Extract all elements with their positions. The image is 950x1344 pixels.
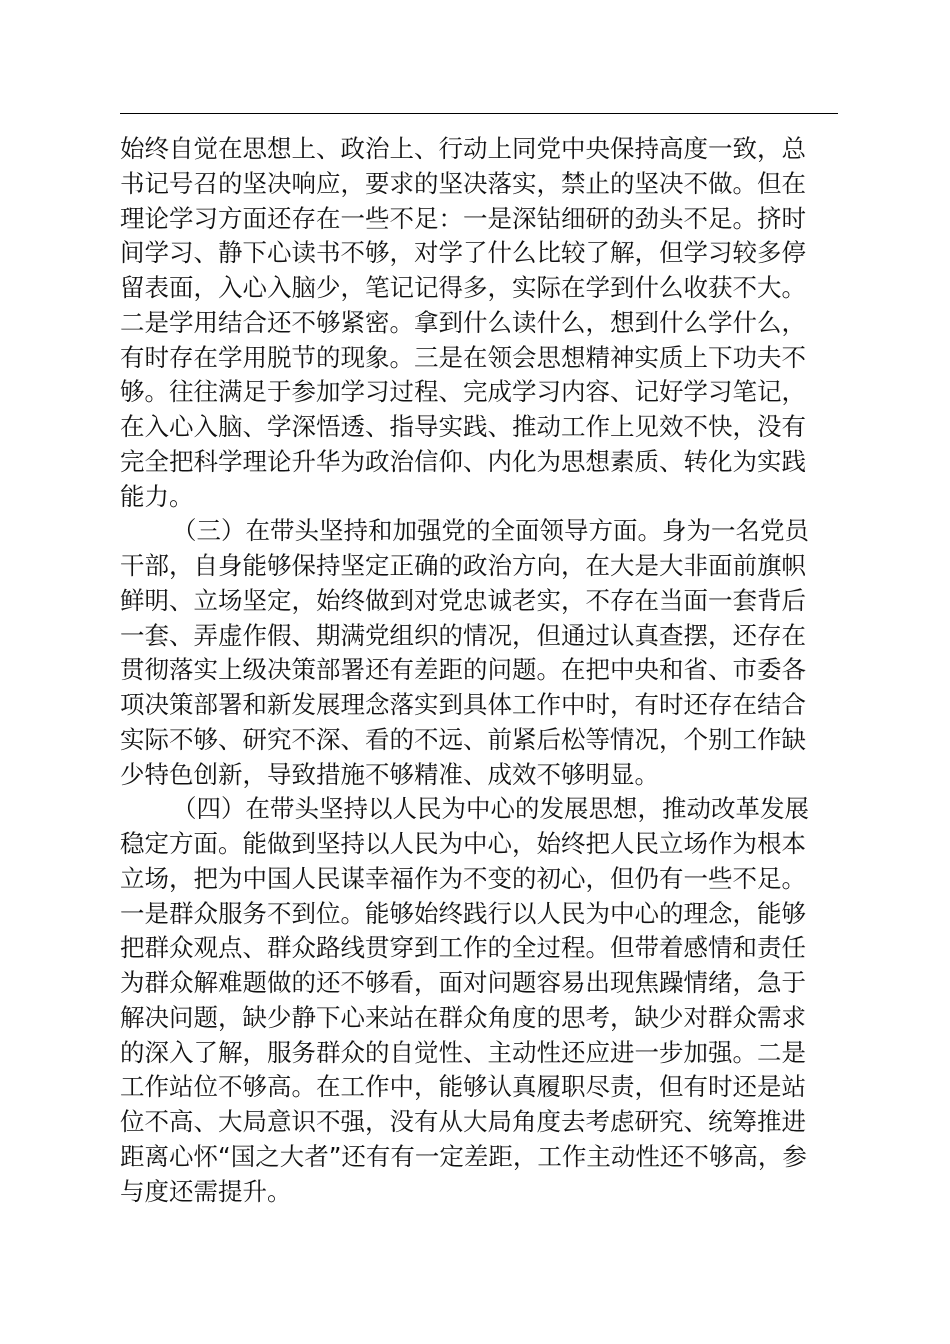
text-line: 二是学用结合还不够紧密。拿到什么读什么，想到什么学什么，	[120, 307, 806, 337]
text-line: 项决策部署和新发展理念落实到具体工作中时，有时还存在结合	[120, 690, 806, 719]
text-line: 在入心入脑、学深悟透、指导实践、推动工作上见效不快，没有	[120, 412, 806, 441]
text-line: 始终自觉在思想上、政治上、行动上同党中央保持高度一致，总	[120, 134, 806, 163]
section-heading-line: （四）在带头坚持以人民为中心的发展思想，推动改革发展	[172, 794, 809, 824]
header-rule	[120, 113, 838, 114]
text-line: 干部，自身能够保持坚定正确的政治方向，在大是大非面前旗帜	[120, 551, 806, 580]
text-line: 少特色创新，导致措施不够精准、成效不够明显。	[120, 759, 659, 789]
text-line: 一套、弄虚作假、期满党组织的情况，但通过认真查摆，还存在	[120, 620, 806, 650]
text-line: 书记号召的坚决响应，要求的坚决落实，禁止的坚决不做。但在	[120, 168, 806, 198]
text-line: 稳定方面。能做到坚持以人民为中心，始终把人民立场作为根本	[120, 829, 806, 858]
text-line: 留表面，入心入脑少，笔记记得多，实际在学到什么收获不大。	[120, 273, 806, 302]
text-line: 完全把科学理论升华为政治信仰、内化为思想素质、转化为实践	[120, 446, 806, 476]
text-line: 能力。	[120, 481, 194, 511]
text-line: 有时存在学用脱节的现象。三是在领会思想精神实质上下功夫不	[120, 342, 806, 372]
text-line: 鲜明、立场坚定，始终做到对党忠诚老实，不存在当面一套背后	[120, 585, 806, 615]
text-line: 立场，把为中国人民谋幸福作为不变的初心，但仍有一些不足。	[120, 863, 806, 893]
text-line: 与度还需提升。	[120, 1176, 292, 1206]
text-line: 间学习、静下心读书不够，对学了什么比较了解，但学习较多停	[120, 238, 806, 268]
section-heading-line: （三）在带头坚持和加强党的全面领导方面。身为一名党员	[172, 516, 809, 546]
text-line: 够。往往满足于参加学习过程、完成学习内容、记好学习笔记，	[120, 377, 806, 407]
text-line: 把群众观点、群众路线贯穿到工作的全过程。但带着感情和责任	[120, 933, 806, 963]
text-line: 位不高、大局意识不强，没有从大局角度去考虑研究、统筹推进	[120, 1107, 806, 1136]
text-line: 实际不够、研究不深、看的不远、前紧后松等情况，个别工作缺	[120, 724, 806, 754]
body-text	[120, 132, 842, 1209]
text-line: 解决问题，缺少静下心来站在群众角度的思考，缺少对群众需求	[120, 1002, 806, 1032]
text-line: 为群众解难题做的还不够看，面对问题容易出现焦躁情绪，急于	[120, 968, 806, 997]
text-line: 距离心怀“国之大者”还有有一定差距，工作主动性还不够高，参	[120, 1141, 807, 1171]
text-line: 贯彻落实上级决策部署还有差距的问题。在把中央和省、市委各	[120, 655, 806, 685]
text-line: 一是群众服务不到位。能够始终践行以人民为中心的理念，能够	[120, 898, 806, 928]
text-line: 理论学习方面还存在一些不足：一是深钻细研的劲头不足。挤时	[120, 203, 806, 233]
text-line: 工作站位不够高。在工作中，能够认真履职尽责，但有时还是站	[120, 1072, 806, 1102]
text-line: 的深入了解，服务群众的自觉性、主动性还应进一步加强。二是	[120, 1037, 806, 1067]
